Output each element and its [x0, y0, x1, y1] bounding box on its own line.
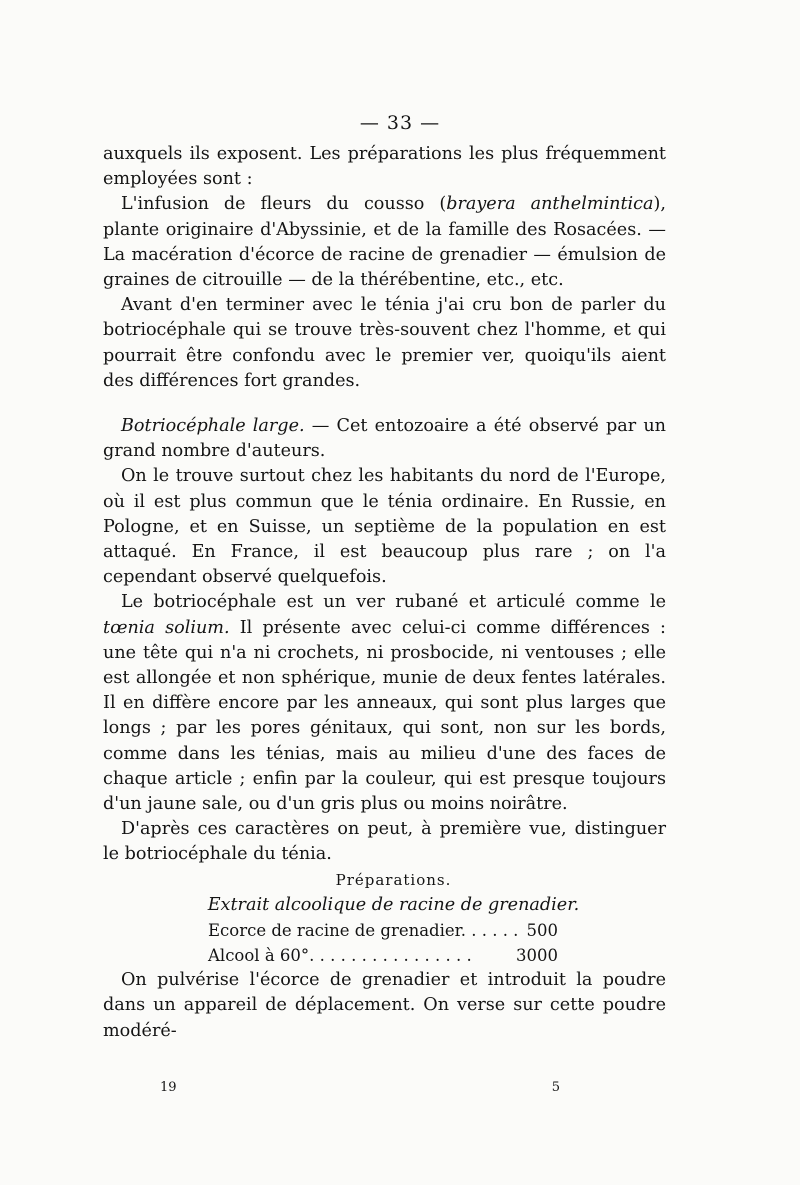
paragraph-6-text-b: Il présente avec celui-ci comme différences : une tête qui n'a ni crochets, ni prosbocide, ni ventouses ; elle est allongée et non sphérique, munie de deux fentes latérales. Il en diffère encore par les anneaux, qui sont plus larges que longs ; par les pores génitaux, qui sont, non sur les bords, comme dans les ténias, mais au milieu d'une des faces de chaque article ; enfin par la couleur, qui est presque toujours d'un jaune sale, ou d'un gris plus ou moins noirâtre.: [103, 617, 666, 815]
ingredient-row: [208, 918, 558, 943]
paragraph-4: [103, 414, 666, 464]
ingredient-qty: 500: [526, 921, 558, 941]
ingredient-name: Ecorce de racine de grenadier. . . . . .: [208, 921, 519, 941]
page-number: — 33 —: [359, 112, 441, 134]
species-name: brayera anthelmintica: [446, 194, 654, 215]
paragraph-3: Avant d'en terminer avec le ténia j'ai cru bon de parler du botriocéphale qui se trouve très-souvent chez l'homme, et qui pourrait être confondu avec le premier ver, quoiqu'ils aient des différences fort grandes.: [103, 295, 666, 391]
page-body: [103, 142, 666, 1044]
section-title: Préparations.: [335, 870, 452, 889]
paragraph-6: [103, 590, 666, 817]
paragraph-1: auxquels ils exposent. Les préparations les plus fréquemment employées sont :: [103, 144, 666, 190]
closing-paragraph: On pulvérise l'écorce de grenadier et introduit la poudre dans un appareil de déplacement. On verse sur cette poudre modéré-: [103, 970, 666, 1041]
ingredient-name: Alcool à 60°. . . . . . . . . . . . . . . .: [208, 946, 472, 966]
paragraph-2: [103, 192, 666, 293]
paragraph-2-text-b: ), plante originaire d'Abyssinie, et de la famille des Rosacées. — La macération d'écorce de racine de grenadier — émulsion de graines de citrouille — de la thérébentine, etc., etc.: [103, 194, 666, 291]
footer: [160, 1080, 560, 1095]
paragraph-6-text-a: Le botriocéphale est un ver rubané et articulé comme le: [121, 592, 666, 613]
recipe-title: Extrait alcoolique de racine de grenadier.: [207, 894, 580, 915]
ingredient-row: [208, 943, 558, 968]
paragraph-4-text: — Cet entozoaire a été observé par un grand nombre d'auteurs.: [103, 416, 666, 462]
paragraph-7: D'après ces caractères on peut, à première vue, distinguer le botriocéphale du ténia.: [103, 819, 666, 865]
paragraph-5: On le trouve surtout chez les habitants du nord de l'Europe, où il est plus commun que le ténia ordinaire. En Russie, en Pologne, et en Suisse, un septième de la population en est attaqué. En France, il est beaucoup plus rare ; on l'a cependant observé quelquefois.: [103, 466, 666, 588]
paragraph-2-text-a: L'infusion de fleurs du cousso (: [121, 194, 447, 215]
ingredient-qty: 3000: [516, 946, 558, 966]
footer-signature-right: 5: [551, 1080, 560, 1095]
footer-signature-left: 19: [160, 1080, 177, 1095]
term-botriocephale: Botriocéphale large.: [121, 416, 305, 437]
term-taenia: tœnia solium.: [103, 617, 230, 638]
